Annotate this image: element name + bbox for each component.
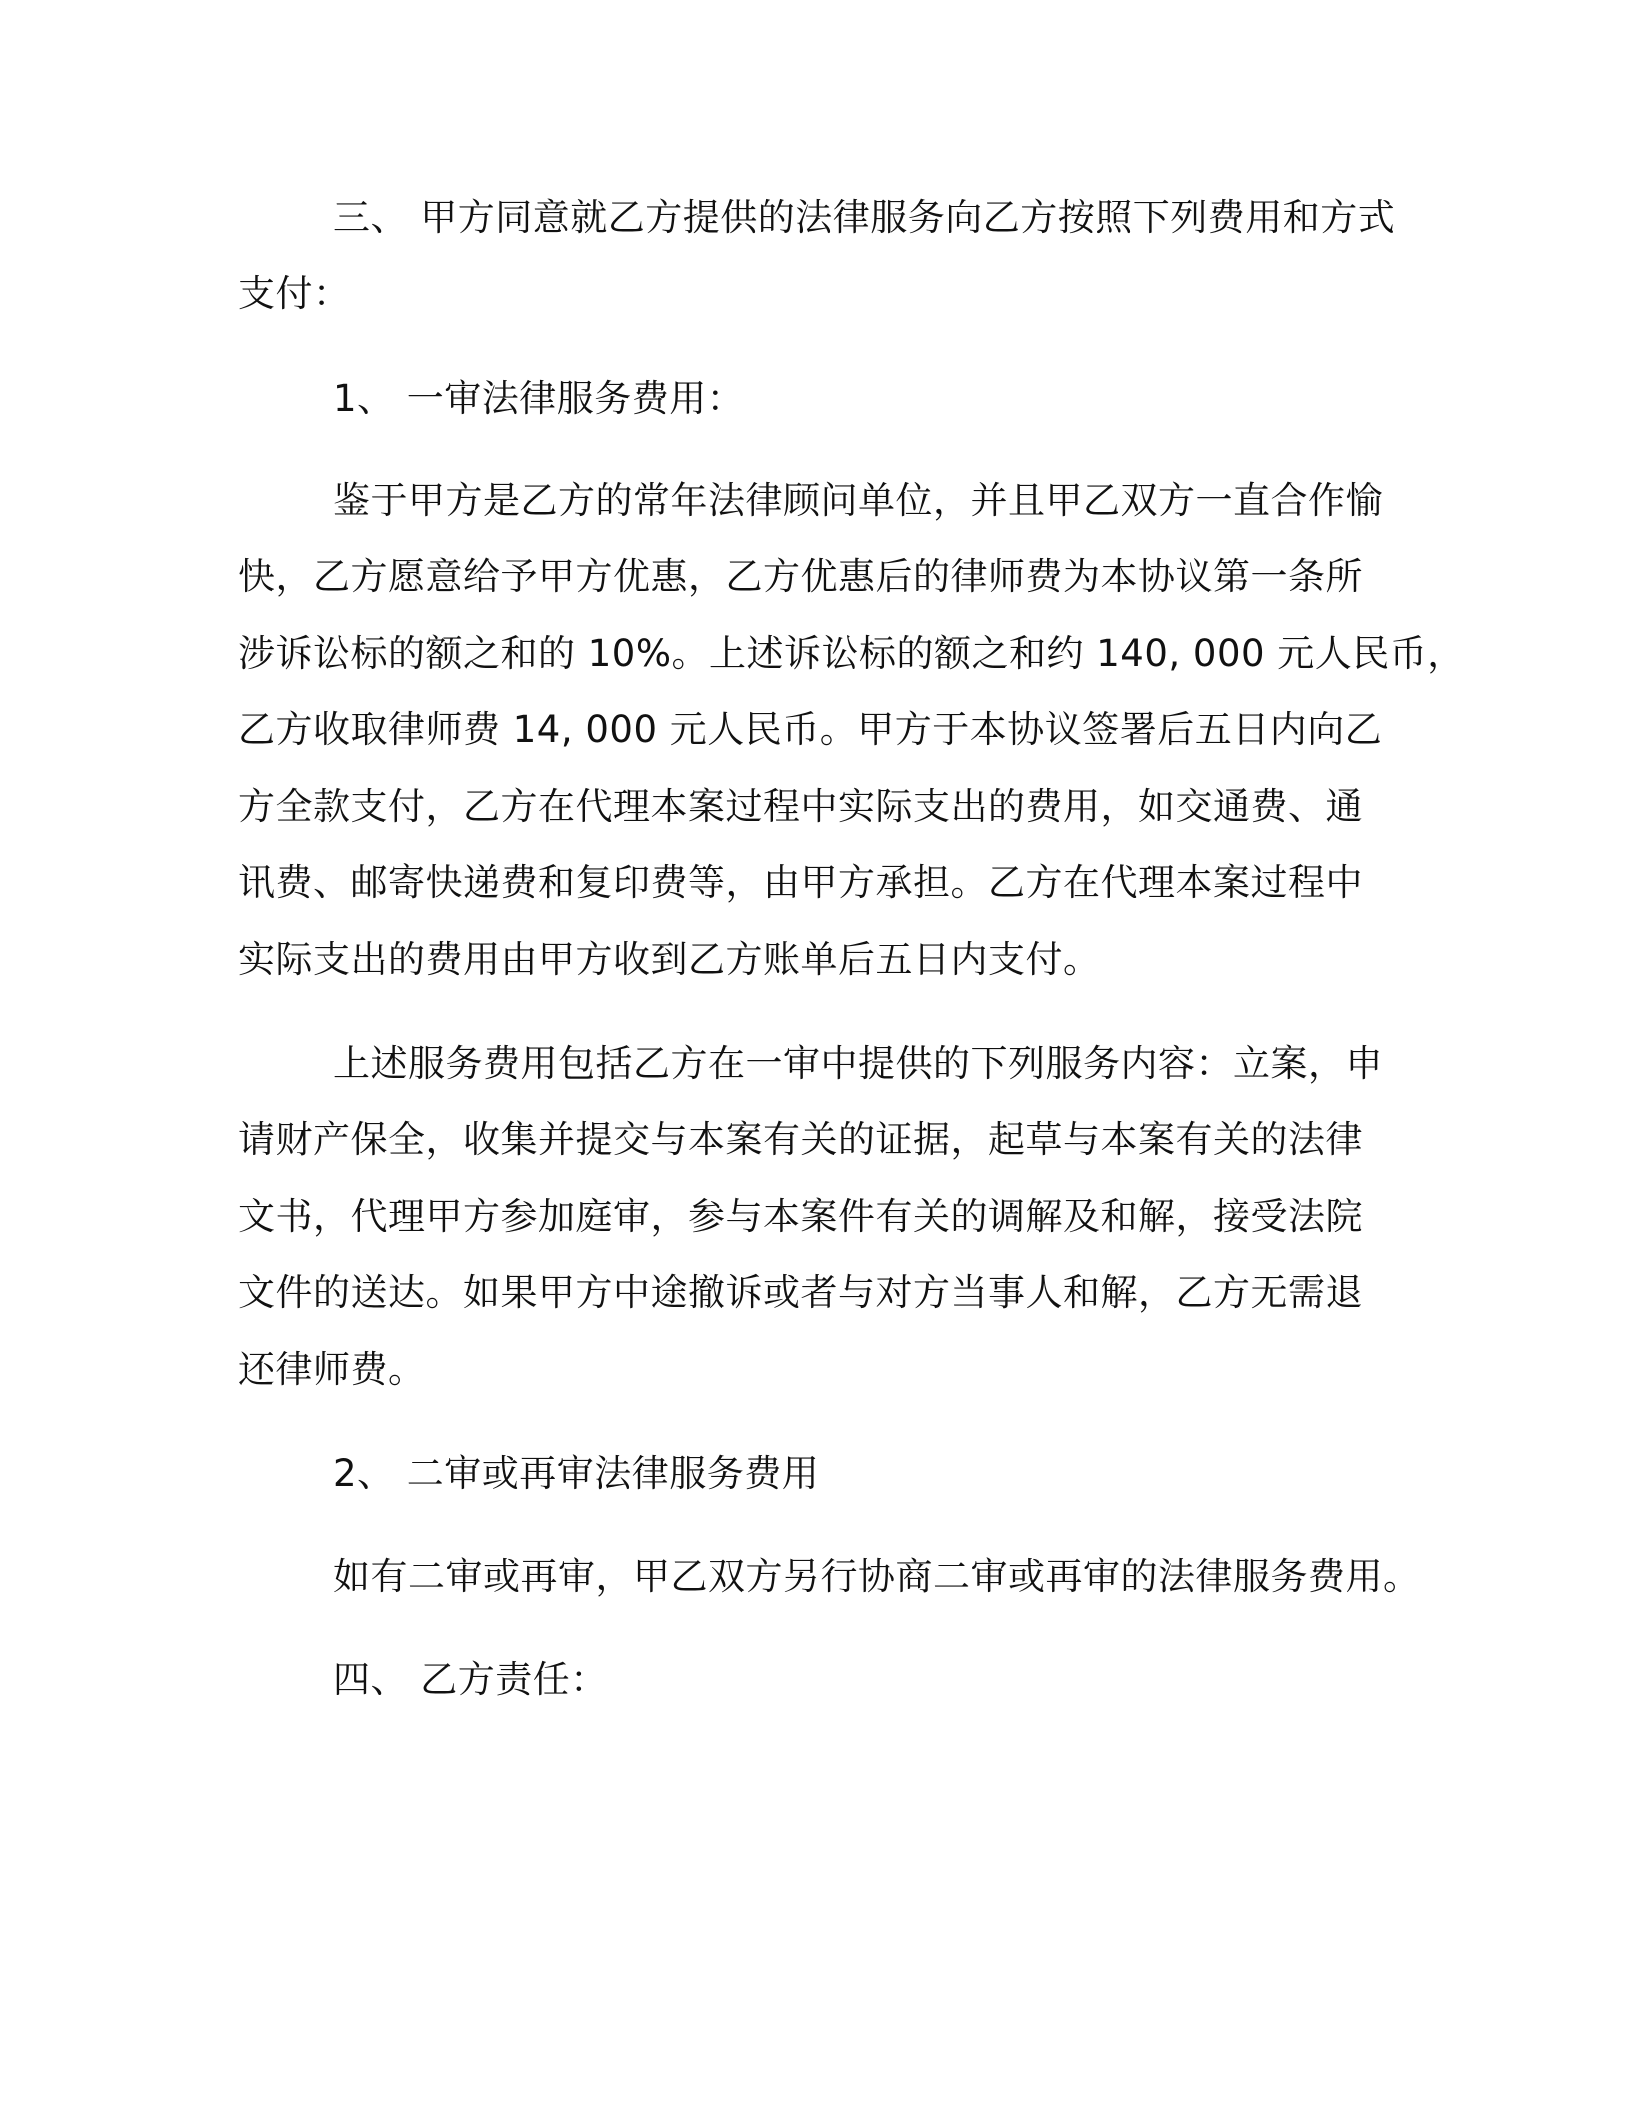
para-1-line-6: 讯费、邮寄快递费和复印费等，由甲方承担。乙方在代理本案过程中: [238, 861, 1363, 904]
item-1-heading: 1、 一审法律服务费用：: [333, 377, 745, 420]
item-2-text: 如有二审或再审，甲乙双方另行协商二审或再审的法律服务费用。: [333, 1555, 1421, 1598]
para-1-line-1: 鉴于甲方是乙方的常年法律顾问单位，并且甲乙双方一直合作愉: [333, 479, 1383, 522]
para-2-line-5: 还律师费。: [238, 1348, 426, 1391]
para-1-line-2: 快，乙方愿意给予甲方优惠，乙方优惠后的律师费为本协议第一条所: [238, 555, 1363, 598]
section-3-heading-line-1: 三、 甲方同意就乙方提供的法律服务向乙方按照下列费用和方式: [333, 196, 1396, 239]
para-1-line-4: 乙方收取律师费 14, 000 元人民币。甲方于本协议签署后五日内向乙: [238, 708, 1383, 751]
para-2-line-2: 请财产保全，收集并提交与本案有关的证据，起草与本案有关的法律: [238, 1118, 1363, 1161]
para-1-line-5: 方全款支付，乙方在代理本案过程中实际支出的费用，如交通费、通: [238, 785, 1363, 828]
item-2-heading: 2、 二审或再审法律服务费用: [333, 1452, 820, 1495]
para-2-line-3: 文书，代理甲方参加庭审，参与本案件有关的调解及和解，接受法院: [238, 1195, 1363, 1238]
para-2-line-1: 上述服务费用包括乙方在一审中提供的下列服务内容：立案，申: [333, 1042, 1383, 1085]
para-1-line-7: 实际支出的费用由甲方收到乙方账单后五日内支付。: [238, 938, 1101, 981]
section-4-heading: 四、 乙方责任：: [333, 1658, 608, 1701]
section-3-heading-line-2: 支付：: [238, 272, 351, 315]
para-1-line-3: 涉诉讼标的额之和的 10%。上述诉讼标的额之和约 140, 000 元人民币，: [238, 632, 1465, 675]
para-2-line-4: 文件的送达。如果甲方中途撤诉或者与对方当事人和解，乙方无需退: [238, 1271, 1363, 1314]
